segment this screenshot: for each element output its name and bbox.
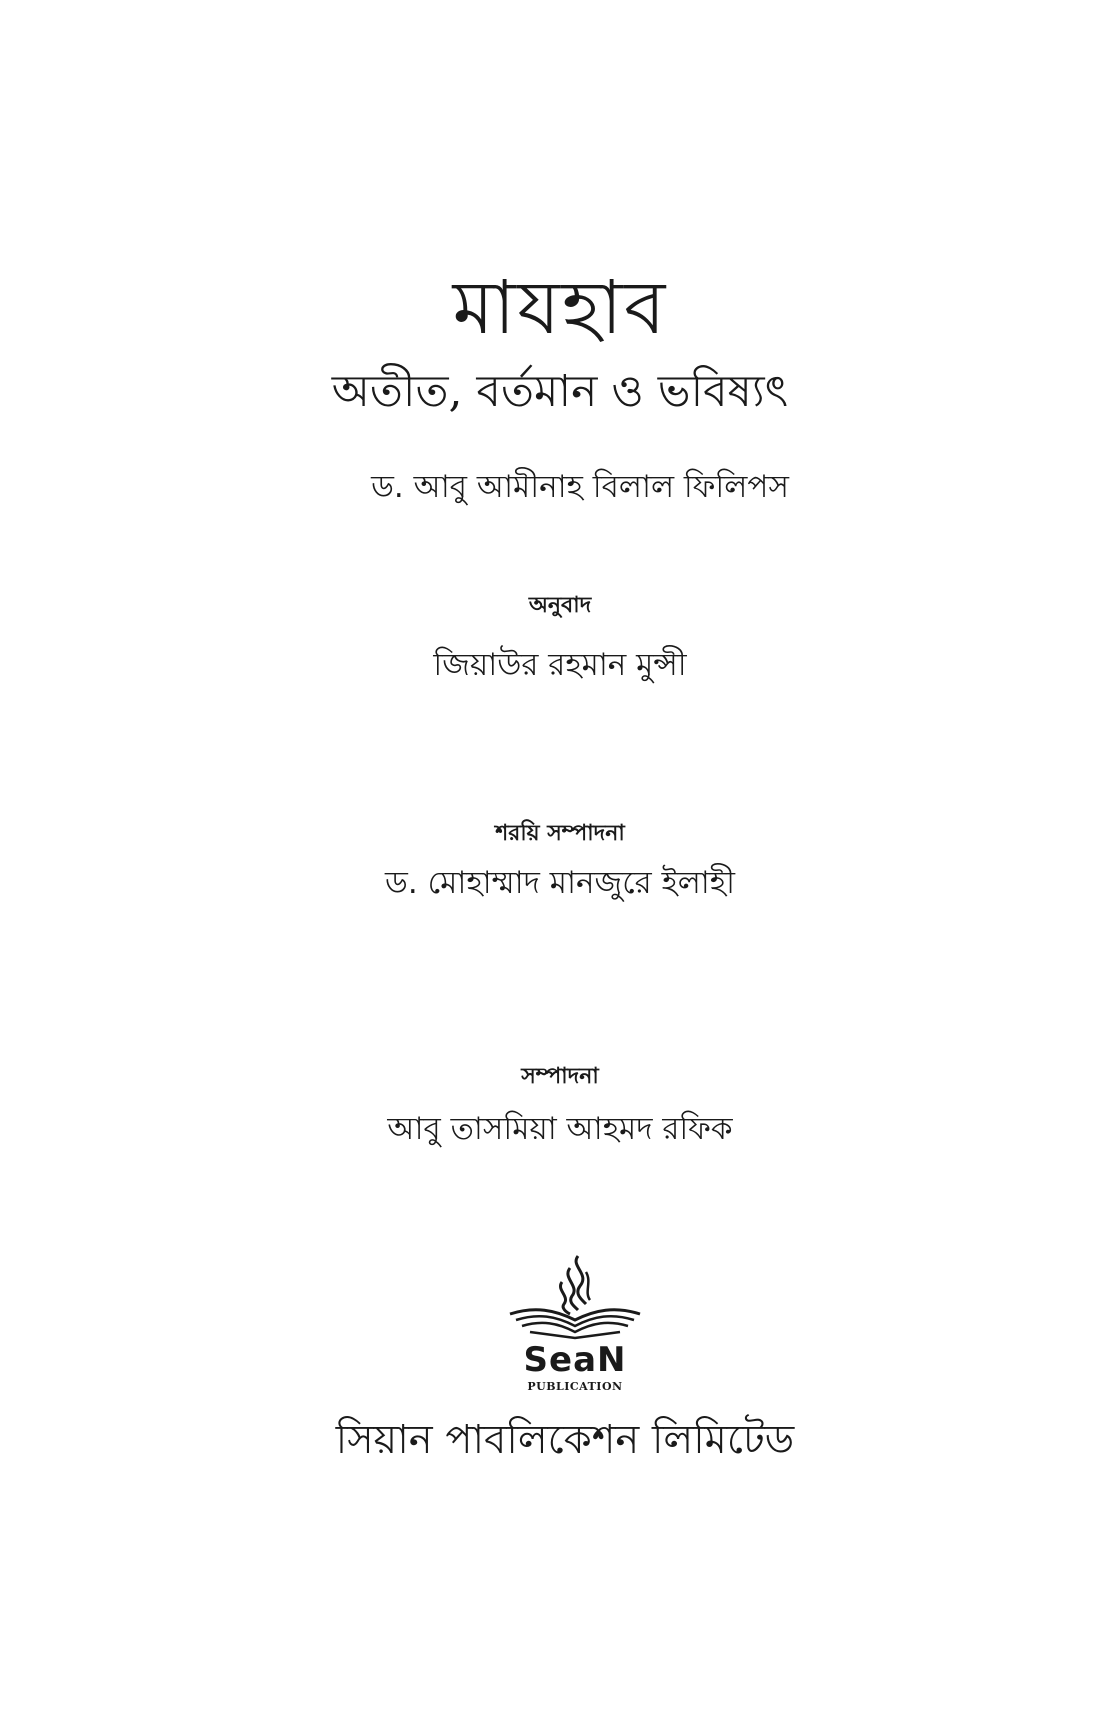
sharia-editor-label: শরয়ি সম্পাদনা bbox=[495, 821, 625, 846]
translator-label: অনুবাদ bbox=[528, 593, 592, 618]
editor-name: আবু তাসমিয়া আহমদ রফিক bbox=[387, 1111, 733, 1147]
book-title: মাযহাব bbox=[452, 265, 668, 351]
publisher-logo-text: SeaN bbox=[523, 1340, 627, 1380]
open-book-flame-icon bbox=[500, 1248, 650, 1343]
translator-name: জিয়াউর রহমান মুন্সী bbox=[433, 647, 687, 683]
editor-label: সম্পাদনা bbox=[521, 1064, 599, 1089]
author-name: ড. আবু আমীনাহ বিলাল ফিলিপস bbox=[371, 469, 789, 505]
book-subtitle: অতীত, বর্তমান ও ভবিষ্যৎ bbox=[331, 366, 789, 417]
publisher-logo bbox=[500, 1248, 650, 1398]
sharia-editor-name: ড. মোহাম্মাদ মানজুরে ইলাহী bbox=[385, 865, 735, 901]
publisher-name: সিয়ান পাবলিকেশন লিমিটেড bbox=[335, 1417, 795, 1463]
publisher-logo-subtext: PUBLICATION bbox=[527, 1380, 623, 1393]
